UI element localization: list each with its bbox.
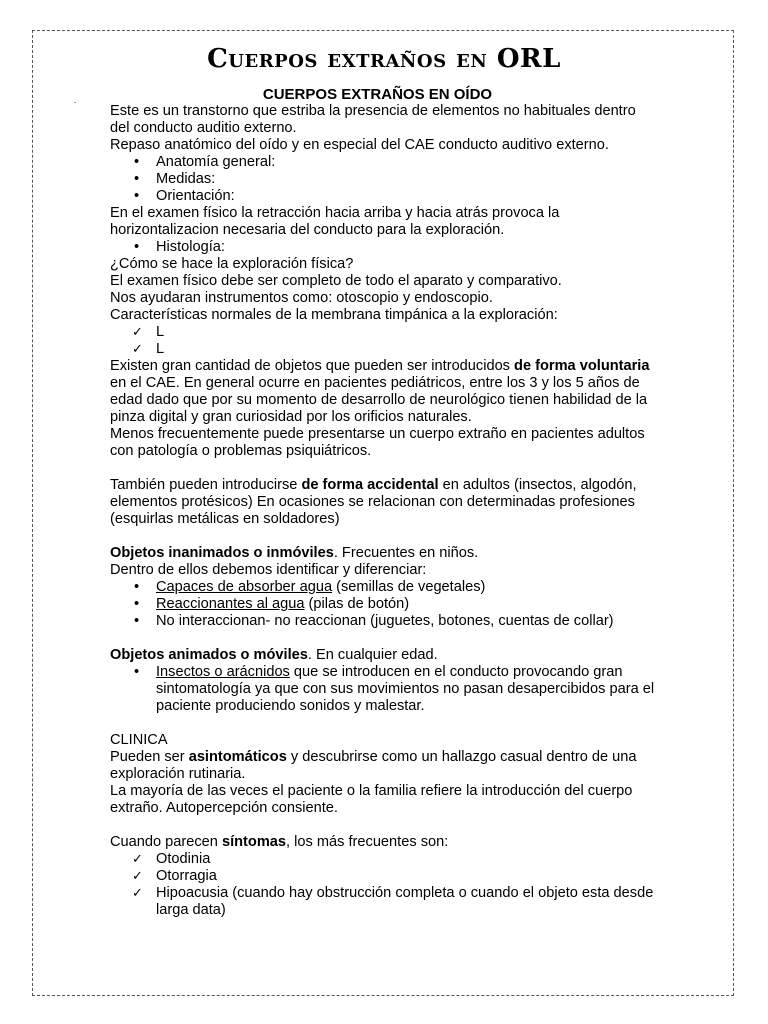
clinica-paragraph-2: La mayoría de las veces el paciente o la familia refiere la introducción del cuerpo extraño. Autopercepción consiente. [110, 783, 633, 816]
stray-mark: . [74, 96, 77, 105]
check-item: ✓ Otorragia [110, 868, 655, 885]
list-item: • Histología: [110, 239, 655, 256]
accidental-paragraph: También pueden introducirse de forma accidental en adultos (insectos, algodón, elementos protésicos) En ocasiones se relacionan con determinadas profesiones (esquirlas metálicas en soldadores) [110, 477, 637, 527]
list-item: • Insectos o arácnidos que se introducen en el conducto provocando gran sintomatología ya que con sus movimientos no pasan desapercibidos para el paciente produciendo sonidos y malestar. [110, 664, 655, 715]
section-subtitle: CUERPOS EXTRAÑOS EN OÍDO [262, 86, 493, 103]
list-item: • No interaccionan- no reaccionan (juguetes, botones, cuentas de collar) [110, 613, 655, 630]
list-item: • Capaces de absorber agua (semillas de vegetales) [110, 579, 655, 596]
voluntary-paragraph: Existen gran cantidad de objetos que pueden ser introducidos de forma voluntaria en el CAE. En general ocurre en pacientes pediátricos, entre los 3 y los 5 años de edad dado que por su momento de desarrollo de neurológico tienen habilidad de la pinza digital y gran curiosidad por los orificios naturales. [110, 358, 650, 425]
histology-list [110, 239, 655, 256]
check-item: ✓ L [110, 324, 655, 341]
intro-paragraph-7: Características normales de la membrana timpánica a la exploración: [110, 307, 558, 323]
symptoms-list [110, 851, 655, 919]
anatomy-list [110, 154, 655, 205]
inanimate-list [110, 579, 655, 630]
check-item: ✓ Hipoacusia (cuando hay obstrucción completa o cuando el objeto esta desde larga data) [110, 885, 655, 919]
membrane-check-list [110, 324, 655, 358]
document-body [110, 86, 655, 919]
symptoms-intro: Cuando parecen síntomas, los más frecuentes son: [110, 834, 449, 850]
adult-paragraph: Menos frecuentemente puede presentarse un cuerpo extraño en pacientes adultos con patología o problemas psiquiátricos. [110, 426, 645, 459]
intro-paragraph-5: El examen físico debe ser completo de todo el aparato y comparativo. [110, 273, 562, 289]
animate-list [110, 664, 655, 715]
check-item: ✓ Otodinia [110, 851, 655, 868]
intro-paragraph-4: ¿Cómo se hace la exploración física? [110, 256, 354, 272]
check-item: ✓ L [110, 341, 655, 358]
list-item: • Medidas: [110, 171, 655, 188]
document-title: Cuerpos extraños en ORL [207, 44, 561, 74]
list-item: • Reaccionantes al agua (pilas de botón) [110, 596, 655, 613]
list-item: • Anatomía general: [110, 154, 655, 171]
clinica-paragraph-1: Pueden ser asintomáticos y descubrirse como un hallazgo casual dentro de una exploración rutinaria. [110, 749, 637, 782]
list-item: • Orientación: [110, 188, 655, 205]
clinica-heading: CLINICA [110, 732, 168, 748]
inanimate-heading: Objetos inanimados o inmóviles. Frecuentes en niños. [110, 545, 479, 561]
intro-paragraph-3: En el examen físico la retracción hacia arriba y hacia atrás provoca la horizontalizacion necesaria del conducto para la exploración. [110, 205, 560, 238]
intro-paragraph-6: Nos ayudaran instrumentos como: otoscopio y endoscopio. [110, 290, 493, 306]
animate-heading: Objetos animados o móviles. En cualquier edad. [110, 647, 438, 663]
intro-paragraph-2: Repaso anatómico del oído y en especial del CAE conducto auditivo externo. [110, 137, 609, 153]
inanimate-intro: Dentro de ellos debemos identificar y diferenciar: [110, 562, 427, 578]
intro-paragraph-1: Este es un transtorno que estriba la presencia de elementos no habituales dentro del conducto auditio externo. [110, 103, 636, 136]
